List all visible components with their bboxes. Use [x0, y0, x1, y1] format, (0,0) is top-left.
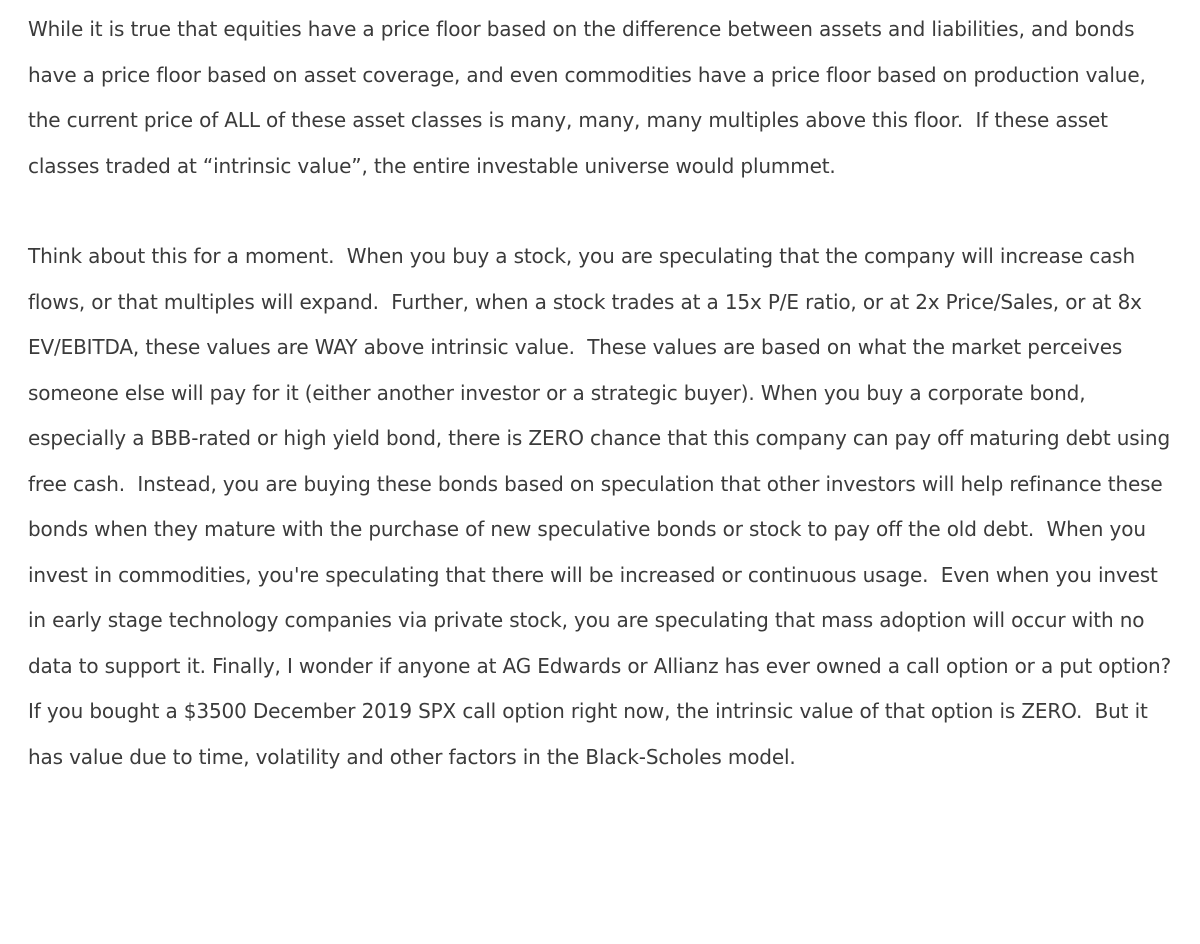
paragraph-speculation: Think about this for a moment. When you buy a stock, you are speculating that the company will increase cash flows, or that multiples will expand. Further, when a stock trades at a 15x P/E ratio, or at 2x Price/Sales, or at 8x EV/EBITDA, these values are WAY above intrinsic value. These values are based on what the market perceives someone else will pay for it (either another investor or a strategic buyer). When you buy a corporate bond, especially a BBB-rated or high yield bond, there is ZERO chance that this company can pay off maturing debt using free cash. Instead, you are buying these bonds based on speculation that other investors will help refinance these bonds when they mature with the purchase of new speculative bonds or stock to pay off the old debt. When you invest in commodities, you're speculating that there will be increased or continuous usage. Even when you invest in early stage technology companies via private stock, you are speculating that mass adoption will occur with no data to support it. Finally, I wonder if anyone at AG Edwards or Allianz has ever owned a call option or a put option? If you bought a $3500 December 2019 SPX call option right now, the intrinsic value of that option is ZERO. But it has value due to time, volatility and other factors in the Black-Scholes model. — [28, 244, 1178, 769]
paragraph-price-floor: While it is true that equities have a price floor based on the difference between assets and liabilities, and bonds have a price floor based on asset coverage, and even commodities have a price floor based on production value, the current price of ALL of these asset classes is many, many, many multiples above this floor. If these asset classes traded at “intrinsic value”, the entire investable universe would plummet. — [28, 17, 1152, 178]
article-body — [28, 7, 1178, 780]
